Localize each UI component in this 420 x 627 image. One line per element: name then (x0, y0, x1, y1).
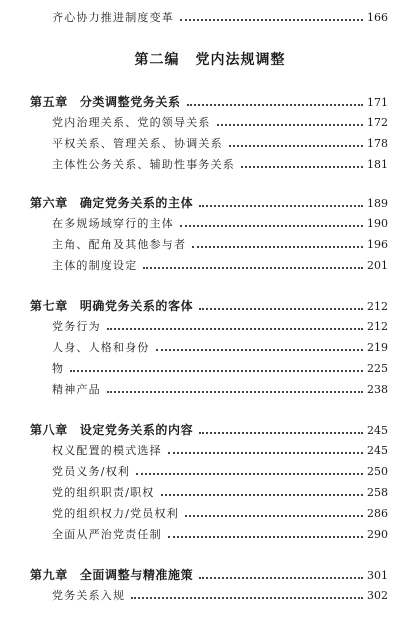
toc-entry (52, 487, 388, 498)
leader-dots (70, 370, 363, 372)
toc-entry (52, 138, 388, 149)
toc-page-number: 238 (367, 383, 388, 396)
toc-entry-title: 物 (52, 362, 65, 375)
toc-page-number: 178 (367, 137, 388, 150)
toc-entry-title: 党内治理关系、党的领导关系 (52, 116, 211, 129)
toc-entry-title: 全面从严治党责任制 (52, 528, 162, 541)
toc-entry-title: 党的组织职责/职权 (52, 486, 155, 499)
leader-dots (185, 515, 363, 517)
leader-dots (143, 267, 363, 269)
toc-entry-title: 党务关系入规 (52, 589, 126, 602)
chapter-number: 第七章 (30, 299, 68, 313)
toc-entry-title: 精神产品 (52, 383, 101, 396)
toc-entry (52, 445, 388, 456)
toc-page-number: 290 (367, 528, 388, 541)
toc-entry (52, 529, 388, 540)
toc-page-number: 171 (367, 96, 388, 109)
toc-page-number: 286 (367, 507, 388, 520)
toc-entry (52, 508, 388, 519)
leader-dots (229, 145, 363, 147)
chapter-number: 第八章 (30, 423, 68, 437)
chapter-title: 第八章 设定党务关系的内容 (30, 423, 194, 437)
leader-dots (156, 349, 363, 351)
toc-page-number: 245 (367, 424, 388, 437)
part-heading (0, 49, 420, 69)
toc-entry-title: 权义配置的模式选择 (52, 444, 162, 457)
toc-page-number: 258 (367, 486, 388, 499)
toc-page-number: 245 (367, 444, 388, 457)
toc-page-number: 201 (367, 259, 388, 272)
chapter-number: 第六章 (30, 196, 68, 210)
leader-dots (241, 166, 363, 168)
leader-dots (199, 308, 363, 310)
leader-dots (161, 494, 363, 496)
toc-entry-title: 齐心协力推进制度变革 (52, 11, 174, 24)
toc-entry (52, 466, 388, 477)
chapter-title: 第五章 分类调整党务关系 (30, 95, 181, 109)
toc-page-number: 212 (367, 320, 388, 333)
toc-entry (52, 218, 388, 229)
toc-entry (52, 384, 388, 395)
toc-chapter-6 (30, 197, 388, 209)
toc-page-number: 189 (367, 197, 388, 210)
toc-entry-title: 党员义务/权利 (52, 465, 131, 478)
chapter-number: 第九章 (30, 568, 68, 582)
toc-entry-title: 在多规场域穿行的主体 (52, 217, 174, 230)
toc-entry (52, 239, 388, 250)
toc-entry-title: 人身、人格和身份 (52, 341, 150, 354)
toc-page-number: 225 (367, 362, 388, 375)
toc-entry (52, 321, 388, 332)
leader-dots (199, 205, 363, 207)
leader-dots (192, 246, 363, 248)
chapter-title: 第六章 确定党务关系的主体 (30, 196, 194, 210)
toc-page-number: 302 (367, 589, 388, 602)
toc-chapter-8 (30, 424, 388, 436)
chapter-title: 第九章 全面调整与精准施策 (30, 568, 194, 582)
leader-dots (168, 536, 363, 538)
toc-entry-top (52, 12, 388, 23)
toc-chapter-5 (30, 96, 388, 108)
toc-page-number: 196 (367, 238, 388, 251)
leader-dots (199, 432, 363, 434)
chapter-title: 第七章 明确党务关系的客体 (30, 299, 194, 313)
toc-entry-title: 党务行为 (52, 320, 101, 333)
toc-entry (52, 363, 388, 374)
toc-page-number: 172 (367, 116, 388, 129)
leader-dots (107, 328, 363, 330)
toc-page-number: 301 (367, 569, 388, 582)
toc-entry-title: 主体的制度设定 (52, 259, 138, 272)
toc-page-number: 219 (367, 341, 388, 354)
leader-dots (136, 473, 363, 475)
leader-dots (217, 124, 363, 126)
toc-chapter-9 (30, 569, 388, 581)
chapter-number: 第五章 (30, 95, 68, 109)
toc-entry (52, 342, 388, 353)
toc-page-number: 250 (367, 465, 388, 478)
toc-page-number: 181 (367, 158, 388, 171)
leader-dots (187, 104, 363, 106)
toc-entry (52, 590, 388, 601)
part-title: 党内法规调整 (195, 52, 286, 68)
leader-dots (131, 597, 363, 599)
toc-page-number: 166 (367, 11, 388, 24)
leader-dots (180, 225, 363, 227)
toc-entry-title: 主体性公务关系、辅助性事务关系 (52, 158, 235, 171)
toc-page-number: 190 (367, 217, 388, 230)
leader-dots (199, 577, 363, 579)
toc-page-number: 212 (367, 300, 388, 313)
toc-chapter-7 (30, 300, 388, 312)
toc-entry (52, 260, 388, 271)
part-number: 第二编 (134, 52, 180, 68)
toc-entry-title: 平权关系、管理关系、协调关系 (52, 137, 223, 150)
leader-dots (168, 452, 363, 454)
toc-entry-title: 主角、配角及其他参与者 (52, 238, 187, 251)
toc-entry (52, 159, 388, 170)
toc-entry (52, 117, 388, 128)
leader-dots (180, 19, 363, 21)
toc-entry-title: 党的组织权力/党员权利 (52, 507, 179, 520)
leader-dots (107, 391, 363, 393)
